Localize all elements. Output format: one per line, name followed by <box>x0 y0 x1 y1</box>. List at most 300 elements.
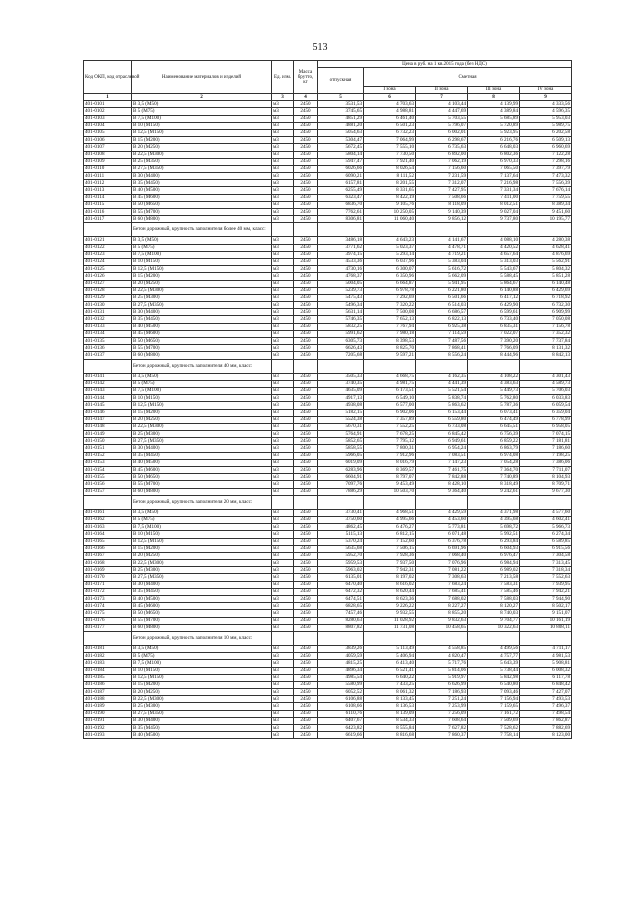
zone-2-price: 7 683,24 <box>416 581 468 588</box>
mass: 2450 <box>294 387 318 394</box>
material-name: В 60 (М800) <box>132 624 272 631</box>
mass: 2450 <box>294 445 318 452</box>
zone-1-price: 4 668,75 <box>364 373 416 380</box>
unit: м3 <box>272 387 294 394</box>
empty-cell <box>294 359 318 373</box>
zone-4-price: 7 074,15 <box>520 431 572 438</box>
unit: м3 <box>272 509 294 516</box>
table-row <box>84 588 572 595</box>
zone-4-price: 6 848,42 <box>520 681 572 688</box>
zone-2-price: 5 796,07 <box>416 122 468 129</box>
mass: 2450 <box>294 409 318 416</box>
mass: 2450 <box>294 108 318 115</box>
unit: м3 <box>272 158 294 165</box>
material-name: В 27,5 (М350) <box>132 710 272 717</box>
material-name: В 25 (М300) <box>132 431 272 438</box>
zone-3-price: 6 293,84 <box>468 538 520 545</box>
unit: м3 <box>272 703 294 710</box>
zone-2-price: 7 308,63 <box>416 574 468 581</box>
mass: 2450 <box>294 438 318 445</box>
unit: м3 <box>272 137 294 144</box>
zone-4-price: 7 862,87 <box>520 717 572 724</box>
zone-4-price: 6 429,69 <box>520 287 572 294</box>
unit: м3 <box>272 258 294 265</box>
mass: 2450 <box>294 474 318 481</box>
zone-1-price: 8 816,68 <box>364 732 416 739</box>
unit: м3 <box>272 567 294 574</box>
release-price: 3771,62 <box>318 244 364 251</box>
material-name: В 25 (М300) <box>132 567 272 574</box>
zone-2-price: 4 447,69 <box>416 108 468 115</box>
okp-code: 401-0152 <box>84 452 132 459</box>
zone-2-price: 6 153,44 <box>416 409 468 416</box>
unit: м3 <box>272 323 294 330</box>
release-price: 6090,21 <box>318 173 364 180</box>
material-name: В 40 (М500) <box>132 732 272 739</box>
col-number: 6 <box>364 94 416 101</box>
empty-cell <box>84 495 132 509</box>
okp-code: 401-0187 <box>84 689 132 696</box>
material-name: В 7,5 (М100) <box>132 115 272 122</box>
zone-4-price: 8 123,00 <box>520 732 572 739</box>
zone-1-price: 5 293,14 <box>364 251 416 258</box>
table-row <box>84 474 572 481</box>
zone-3-price: 6 863,79 <box>468 445 520 452</box>
zone-1-price: 7 921,40 <box>364 158 416 165</box>
okp-code: 401-0186 <box>84 681 132 688</box>
zone-1-price: 6 577,00 <box>364 402 416 409</box>
unit: м3 <box>272 294 294 301</box>
mass: 2450 <box>294 703 318 710</box>
zone-4-price: 4 711,17 <box>520 645 572 652</box>
table-row <box>84 165 572 172</box>
table-row <box>84 552 572 559</box>
table-row <box>84 216 572 223</box>
zone-1-price: 7 937,50 <box>364 560 416 567</box>
zone-3-price: 4 420,52 <box>468 244 520 251</box>
release-price: 8306,81 <box>318 216 364 223</box>
zone-2-price: 5 521,54 <box>416 387 468 394</box>
zone-3-price: 6 216,76 <box>468 137 520 144</box>
okp-code: 401-0113 <box>84 187 132 194</box>
zone-4-price: 6 117,78 <box>520 674 572 681</box>
table-row <box>84 273 572 280</box>
zone-2-price: 7 842,88 <box>416 474 468 481</box>
zone-1-price: 6 640,22 <box>364 674 416 681</box>
zone-3-price: 7 588,03 <box>468 596 520 603</box>
unit: м3 <box>272 216 294 223</box>
unit: м3 <box>272 467 294 474</box>
table-row <box>84 294 572 301</box>
zone-2-price: 6 686,57 <box>416 309 468 316</box>
mass: 2450 <box>294 194 318 201</box>
release-price: 5991,62 <box>318 330 364 337</box>
zone-1-price: 7 357,89 <box>364 416 416 423</box>
mass: 2450 <box>294 258 318 265</box>
zone-4-price: 5 706,03 <box>520 387 572 394</box>
material-name: В 10 (М150) <box>132 531 272 538</box>
material-name: В 7,5 (М100) <box>132 660 272 667</box>
unit: м3 <box>272 681 294 688</box>
okp-code: 401-0184 <box>84 667 132 674</box>
unit: м3 <box>272 538 294 545</box>
release-price: 6283,96 <box>318 467 364 474</box>
okp-code: 401-0175 <box>84 610 132 617</box>
zone-4-price: 6 915,56 <box>520 545 572 552</box>
release-price: 4851,29 <box>318 115 364 122</box>
okp-code: 401-0104 <box>84 122 132 129</box>
okp-code: 401-0127 <box>84 280 132 287</box>
zone-2-price: 7 688,02 <box>416 596 468 603</box>
zone-2-price: 7 251,24 <box>416 696 468 703</box>
table-row <box>84 423 572 430</box>
material-name: В 35 (М450) <box>132 588 272 595</box>
release-price: 4768,37 <box>318 273 364 280</box>
mass: 2450 <box>294 352 318 359</box>
okp-code: 401-0182 <box>84 653 132 660</box>
zone-2-price: 6 691,96 <box>416 545 468 552</box>
release-price: 6255,49 <box>318 187 364 194</box>
mass: 2450 <box>294 459 318 466</box>
zone-1-price: 8 016,79 <box>364 459 416 466</box>
zone-4-price: 6 359,04 <box>520 409 572 416</box>
unit: м3 <box>272 187 294 194</box>
zone-2-price: 6 925,38 <box>416 323 468 330</box>
zone-2-price: 8 227,27 <box>416 603 468 610</box>
okp-code: 401-0114 <box>84 194 132 201</box>
release-price: 3505,33 <box>318 373 364 380</box>
okp-code: 401-0146 <box>84 409 132 416</box>
zone-4-price: 7 498,54 <box>520 710 572 717</box>
okp-code: 401-0128 <box>84 287 132 294</box>
unit: м3 <box>272 251 294 258</box>
zone-1-price: 9 453,49 <box>364 481 416 488</box>
header-zone-3: III зона <box>468 86 520 93</box>
unit: м3 <box>272 273 294 280</box>
mass: 2450 <box>294 101 318 108</box>
zone-1-price: 7 292,69 <box>364 294 416 301</box>
zone-3-price: 5 449,73 <box>468 387 520 394</box>
okp-code: 401-0144 <box>84 395 132 402</box>
release-price: 5370,24 <box>318 538 364 545</box>
okp-code: 401-0103 <box>84 115 132 122</box>
release-price: 7097,76 <box>318 481 364 488</box>
zone-3-price: 7 137,64 <box>468 173 520 180</box>
okp-code: 401-0135 <box>84 338 132 345</box>
zone-2-price: 7 461,75 <box>416 467 468 474</box>
mass: 2450 <box>294 603 318 610</box>
zone-4-price: 7 186,60 <box>520 445 572 452</box>
unit: м3 <box>272 732 294 739</box>
empty-cell <box>272 495 294 509</box>
release-price: 4938,08 <box>318 402 364 409</box>
unit: м3 <box>272 603 294 610</box>
okp-code: 401-0111 <box>84 173 132 180</box>
mass: 2450 <box>294 538 318 545</box>
col-number: 3 <box>272 94 294 101</box>
release-price: 5635,68 <box>318 545 364 552</box>
unit: м3 <box>272 459 294 466</box>
zone-4-price: 7 313,45 <box>520 560 572 567</box>
zone-2-price: 5 814,06 <box>416 667 468 674</box>
okp-code: 401-0185 <box>84 674 132 681</box>
mass: 2450 <box>294 115 318 122</box>
zone-3-price: 6 976,47 <box>468 552 520 559</box>
table-row <box>84 237 572 244</box>
table-row <box>84 338 572 345</box>
release-price: 5054,63 <box>318 129 364 136</box>
zone-4-price: 7 386,06 <box>520 459 572 466</box>
zone-4-price: 4 981,53 <box>520 653 572 660</box>
material-name: В 30 (М400) <box>132 581 272 588</box>
mass: 2450 <box>294 696 318 703</box>
material-name: В 27,5 (М350) <box>132 574 272 581</box>
header-estimate: Сметная <box>364 68 572 87</box>
mass: 2450 <box>294 201 318 208</box>
mass: 2450 <box>294 481 318 488</box>
zone-3-price: 5 923,95 <box>468 129 520 136</box>
table-row <box>84 488 572 495</box>
zone-3-price: 6 835,31 <box>468 323 520 330</box>
zone-4-price: 5 989,75 <box>520 122 572 129</box>
zone-3-price: 6 073,41 <box>468 409 520 416</box>
mass: 2450 <box>294 251 318 258</box>
zone-4-price: 7 298,16 <box>520 158 572 165</box>
zone-3-price: 8 444,96 <box>468 352 520 359</box>
zone-1-price: 8 026,54 <box>364 165 416 172</box>
zone-3-price: 7 331,34 <box>468 187 520 194</box>
zone-3-price: 4 395,68 <box>468 516 520 523</box>
material-name: В 15 (М200) <box>132 409 272 416</box>
zone-1-price: 6 037,96 <box>364 258 416 265</box>
material-name: В 55 (М700) <box>132 617 272 624</box>
unit: м3 <box>272 129 294 136</box>
release-price: 4635,09 <box>318 387 364 394</box>
mass: 2450 <box>294 689 318 696</box>
zone-4-price: 9 151,07 <box>520 610 572 617</box>
material-name: В 50 (М650) <box>132 610 272 617</box>
okp-code: 401-0171 <box>84 581 132 588</box>
material-name: В 25 (М350) <box>132 158 272 165</box>
zone-3-price: 4 371,98 <box>468 509 520 516</box>
zone-2-price: 6 735,63 <box>416 144 468 151</box>
zone-4-price: 8 709,71 <box>520 481 572 488</box>
release-price: 5524,38 <box>318 416 364 423</box>
unit: м3 <box>272 596 294 603</box>
unit: м3 <box>272 101 294 108</box>
material-name: В 3,5 (М50) <box>132 373 272 380</box>
okp-code: 401-0165 <box>84 538 132 545</box>
okp-code: 401-0148 <box>84 423 132 430</box>
release-price: 8807,82 <box>318 624 364 631</box>
unit: м3 <box>272 209 294 216</box>
okp-code: 401-0176 <box>84 617 132 624</box>
zone-1-price: 7 730,50 <box>364 151 416 158</box>
empty-cell <box>468 223 520 237</box>
zone-3-price: 7 159,65 <box>468 703 520 710</box>
zone-4-price: 4 589,73 <box>520 380 572 387</box>
zone-2-price: 7 114,59 <box>416 330 468 337</box>
unit: м3 <box>272 338 294 345</box>
zone-4-price: 6 274,34 <box>520 531 572 538</box>
zone-1-price: 4 988,81 <box>364 108 416 115</box>
zone-1-price: 8 133,45 <box>364 696 416 703</box>
zone-1-price: 6 521,41 <box>364 667 416 674</box>
empty-cell <box>318 495 364 509</box>
release-price: 6470,40 <box>318 581 364 588</box>
zone-2-price: 4 429,59 <box>416 509 468 516</box>
zone-4-price: 4 333,56 <box>520 101 572 108</box>
zone-4-price: 7 198,25 <box>520 452 572 459</box>
release-price: 6604,91 <box>318 474 364 481</box>
zone-1-price: 4 968,51 <box>364 509 416 516</box>
unit: м3 <box>272 516 294 523</box>
material-name: В 27,5 (М350) <box>132 165 272 172</box>
zone-4-price: 7 676,14 <box>520 187 572 194</box>
zone-2-price: 5 941,95 <box>416 280 468 287</box>
empty-cell <box>416 359 468 373</box>
empty-cell <box>416 495 468 509</box>
mass: 2450 <box>294 129 318 136</box>
table-row <box>84 387 572 394</box>
zone-1-price: 7 652,13 <box>364 316 416 323</box>
mass: 2450 <box>294 660 318 667</box>
unit: м3 <box>272 696 294 703</box>
zone-1-price: 8 534,33 <box>364 717 416 724</box>
okp-code: 401-0164 <box>84 531 132 538</box>
unit: м3 <box>272 438 294 445</box>
release-price: 6407,67 <box>318 717 364 724</box>
zone-3-price: 7 216,98 <box>468 180 520 187</box>
zone-4-price: 7 156,78 <box>520 323 572 330</box>
okp-code: 401-0106 <box>84 137 132 144</box>
okp-code: 401-0142 <box>84 380 132 387</box>
zone-1-price: 6 476,27 <box>364 524 416 531</box>
zone-2-price: 6 501,66 <box>416 294 468 301</box>
zone-4-price: 7 552,63 <box>520 574 572 581</box>
section-title: Бетон дорожный, крупность заполнителя 40 мм, класс: <box>132 359 272 373</box>
zone-3-price: 7 528,62 <box>468 725 520 732</box>
zone-1-price: 11 060,40 <box>364 216 416 223</box>
release-price: 5804,14 <box>318 151 364 158</box>
table-row <box>84 302 572 309</box>
empty-cell <box>272 631 294 645</box>
zone-1-price: 4 981,75 <box>364 380 416 387</box>
mass: 2450 <box>294 266 318 273</box>
material-name: В 3,5 (М50) <box>132 645 272 652</box>
zone-2-price: 7 081,22 <box>416 567 468 574</box>
zone-4-price: 10 161,19 <box>520 617 572 624</box>
header-price-group: Цена в руб. на 1 кв.2015 года (без НДС) <box>318 61 572 68</box>
mass: 2450 <box>294 294 318 301</box>
mass: 2450 <box>294 280 318 287</box>
okp-code: 401-0108 <box>84 151 132 158</box>
zone-3-price: 4 389,84 <box>468 108 520 115</box>
zone-4-price: 4 602,41 <box>520 516 572 523</box>
release-price: 5746,35 <box>318 316 364 323</box>
material-name: В 35 (М450) <box>132 452 272 459</box>
mass: 2450 <box>294 316 318 323</box>
okp-code: 401-0116 <box>84 209 132 216</box>
material-name: В 10 (М150) <box>132 258 272 265</box>
okp-code: 401-0122 <box>84 244 132 251</box>
table-row <box>84 660 572 667</box>
mass: 2450 <box>294 717 318 724</box>
mass: 2450 <box>294 732 318 739</box>
table-row <box>84 596 572 603</box>
unit: м3 <box>272 352 294 359</box>
section-title: Бетон дорожный, крупность заполнителя более 40 мм, класс: <box>132 223 272 237</box>
zone-4-price: 6 033,83 <box>520 395 572 402</box>
unit: м3 <box>272 445 294 452</box>
zone-2-price: 4 820,47 <box>416 653 468 660</box>
unit: м3 <box>272 423 294 430</box>
material-name: В 50 (М650) <box>132 201 272 208</box>
zone-1-price: 8 139,09 <box>364 710 416 717</box>
material-name: В 22,5 (М300) <box>132 423 272 430</box>
okp-code: 401-0105 <box>84 129 132 136</box>
okp-code: 401-0173 <box>84 596 132 603</box>
zone-2-price: 7 868,41 <box>416 345 468 352</box>
zone-3-price: 9 704,77 <box>468 617 520 624</box>
okp-code: 401-0150 <box>84 438 132 445</box>
zone-3-price: 4 757,77 <box>468 653 520 660</box>
release-price: 3974,15 <box>318 251 364 258</box>
okp-code: 401-0154 <box>84 467 132 474</box>
unit: м3 <box>272 194 294 201</box>
zone-3-price: 6 645,51 <box>468 423 520 430</box>
unit: м3 <box>272 725 294 732</box>
zone-2-price: 8 556,24 <box>416 352 468 359</box>
zone-4-price: 7 711,07 <box>520 467 572 474</box>
release-price: 4862,45 <box>318 524 364 531</box>
zone-1-price: 7 320,22 <box>364 302 416 309</box>
material-name: В 40 (М500) <box>132 323 272 330</box>
zone-3-price: 5 720,89 <box>468 122 520 129</box>
zone-2-price: 4 441,39 <box>416 380 468 387</box>
zone-3-price: 4 108,22 <box>468 373 520 380</box>
material-name: В 22,5 (М300) <box>132 287 272 294</box>
table-row <box>84 732 572 739</box>
table-row <box>84 481 572 488</box>
zone-4-price: 7 882,69 <box>520 725 572 732</box>
empty-cell <box>294 495 318 509</box>
table-row <box>84 352 572 359</box>
okp-code: 401-0130 <box>84 302 132 309</box>
table-row <box>84 266 572 273</box>
material-name: В 5 (М75) <box>132 380 272 387</box>
unit: м3 <box>272 560 294 567</box>
price-table <box>83 60 572 739</box>
mass: 2450 <box>294 581 318 588</box>
zone-2-price: 5 616,72 <box>416 266 468 273</box>
mass: 2450 <box>294 531 318 538</box>
zone-1-price: 6 978,78 <box>364 287 416 294</box>
material-name: В 35 (М450) <box>132 180 272 187</box>
table-row <box>84 459 572 466</box>
unit: м3 <box>272 266 294 273</box>
mass: 2450 <box>294 122 318 129</box>
zone-3-price: 7 022,07 <box>468 330 520 337</box>
release-price: 3740,35 <box>318 380 364 387</box>
release-price: 5239,73 <box>318 287 364 294</box>
release-price: 6305,73 <box>318 338 364 345</box>
mass: 2450 <box>294 244 318 251</box>
release-price: 6828,65 <box>318 603 364 610</box>
release-price: 5764,91 <box>318 431 364 438</box>
zone-2-price: 6 626,99 <box>416 681 468 688</box>
zone-1-price: 6 664,87 <box>364 280 416 287</box>
